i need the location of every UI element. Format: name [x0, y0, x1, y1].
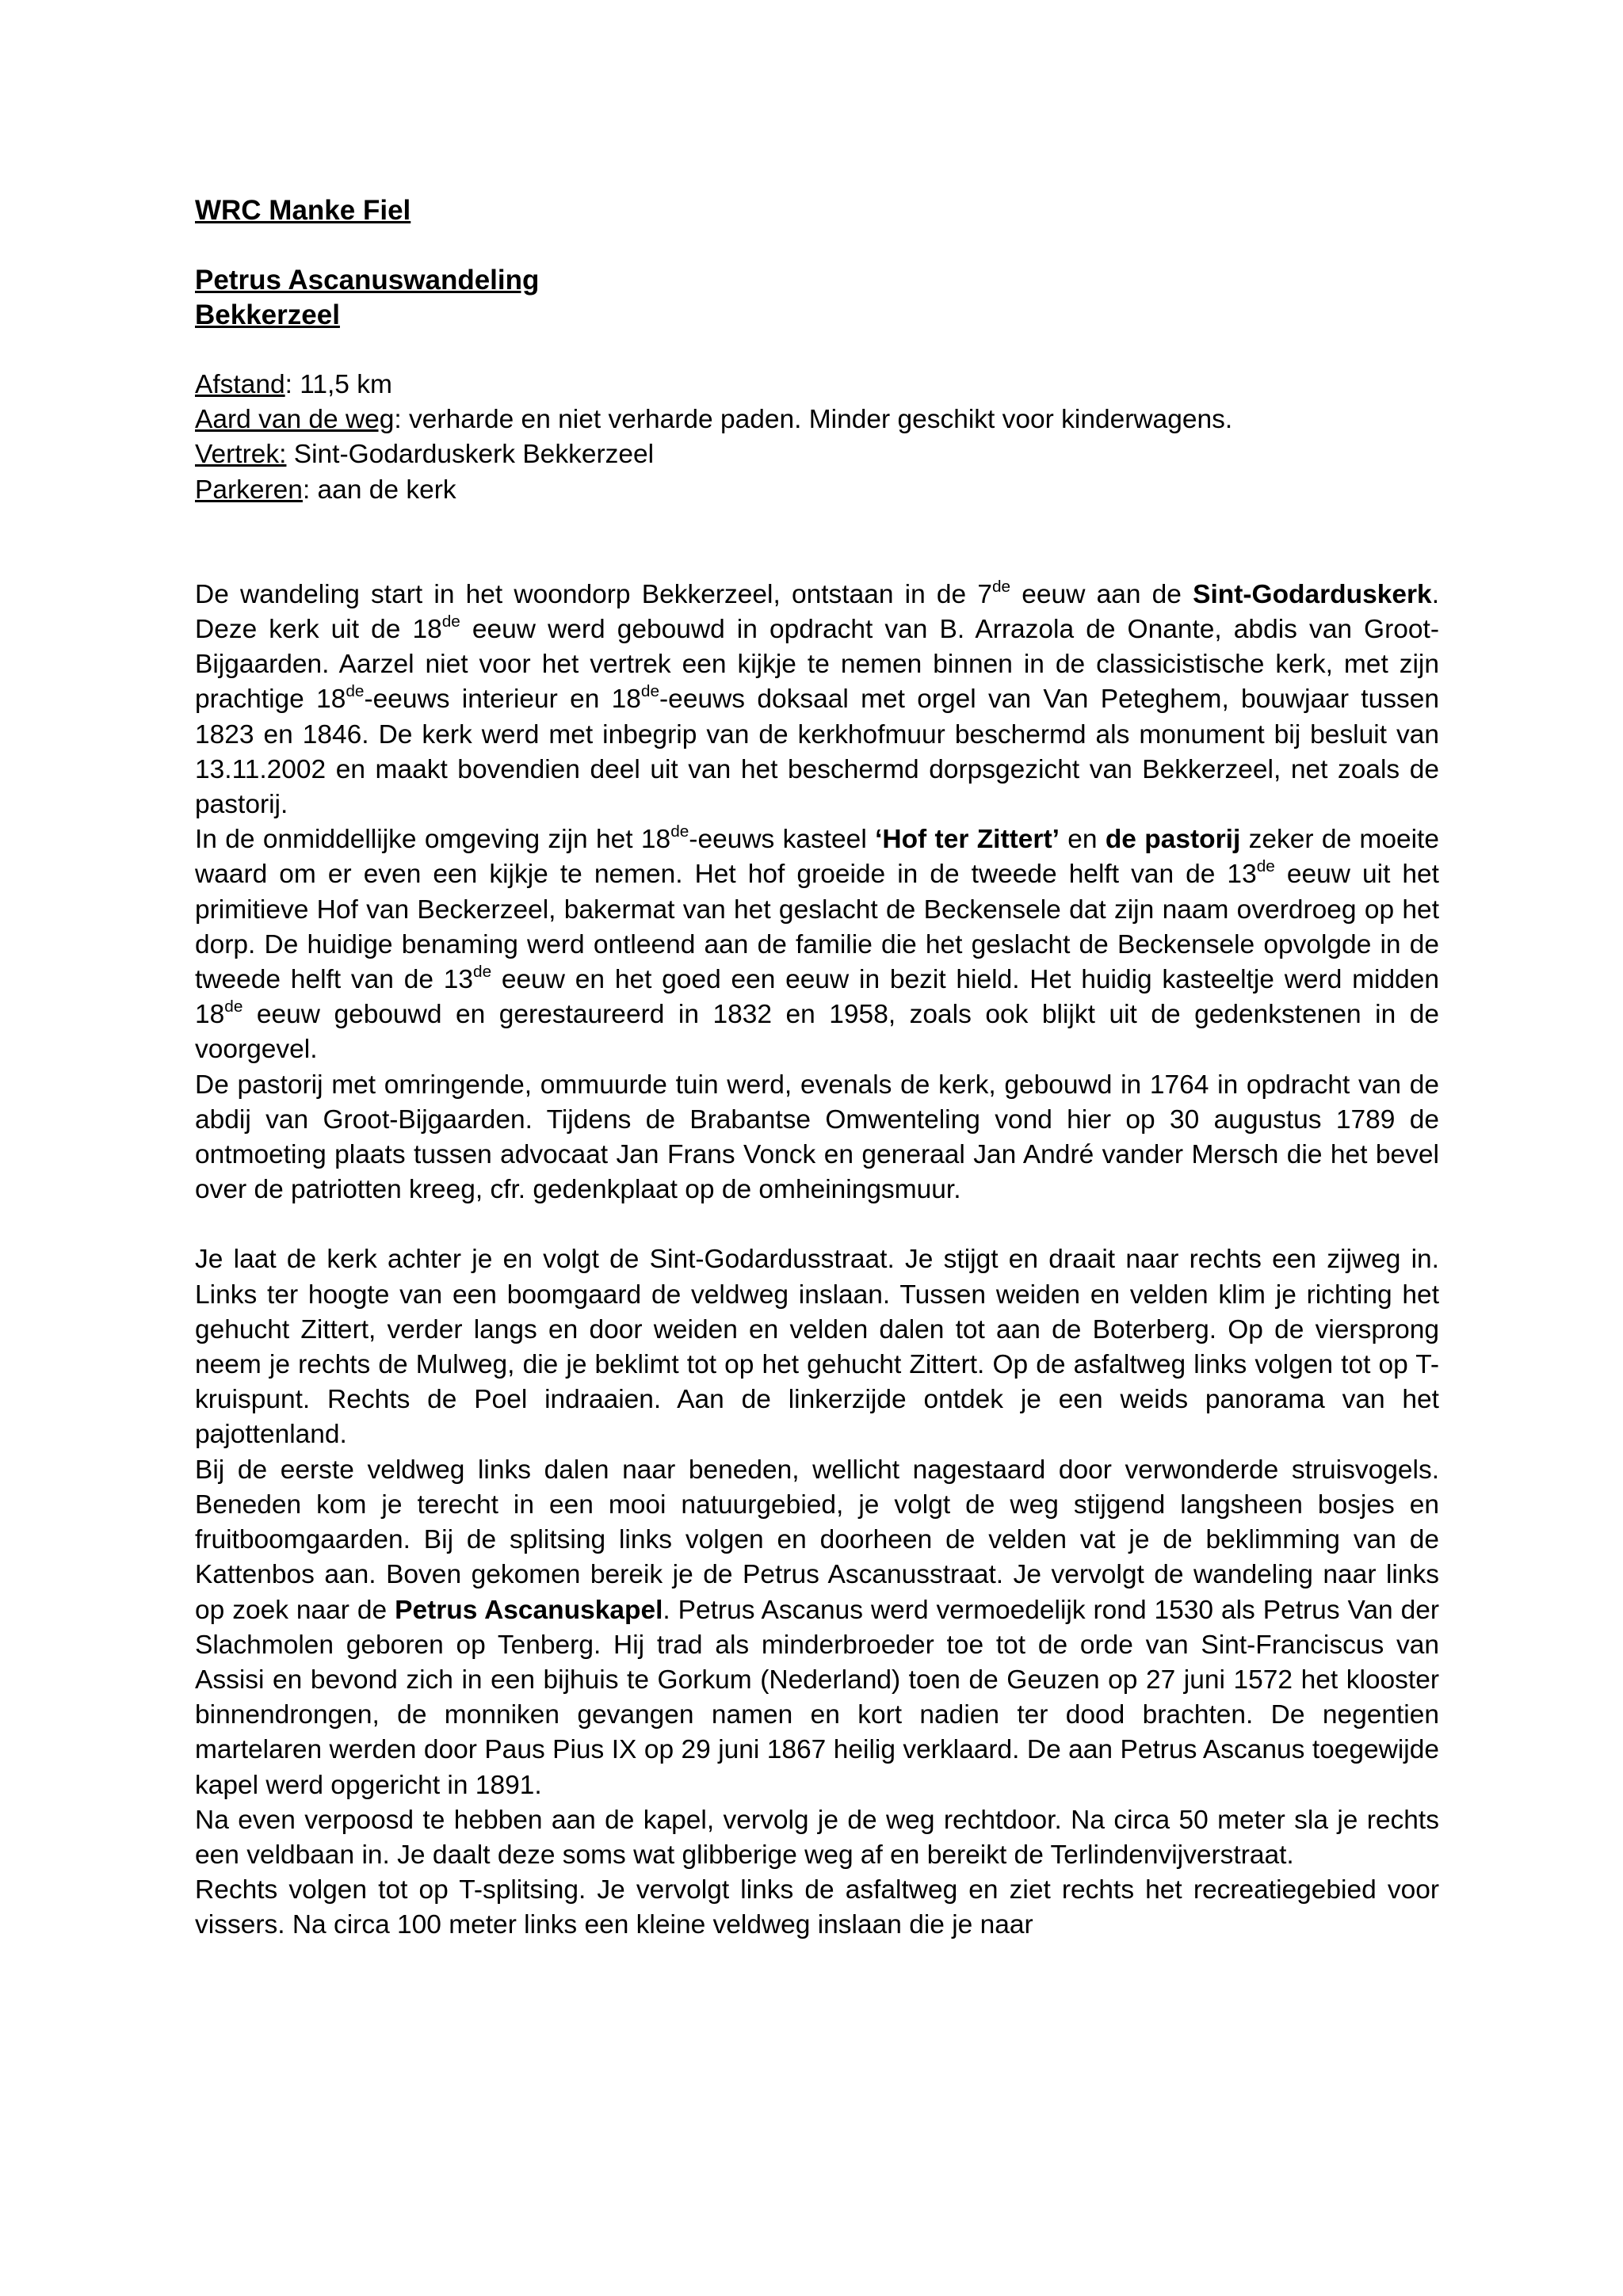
- paragraph-castle: [195, 822, 1439, 1067]
- superscript: de: [670, 822, 689, 841]
- text-run: . Deze kerk uit de 18: [195, 579, 1439, 645]
- parking-value: : aan de kerk: [302, 475, 456, 505]
- text-run: -eeuws kasteel: [689, 825, 876, 855]
- text-run: Bij de eerste veldweg links dalen naar beneden, wellicht nagestaard door verwonderde struisvogels. Beneden kom je terecht in een mooi natuurgebied, je volgt de weg stijgend langsheen bosjes en fruitboomgaarden. Bij de splitsing links volgen en doorheen de velden vat je de beklimming van de Kattenbos aan. Boven gekomen bereik je de Petrus Ascanusstraat. Je vervolgt de wandeling naar links op zoek naar de: [195, 1455, 1439, 1625]
- text-run: eeuw en het goed een eeuw in bezit hield. Het huidig kasteeltje werd midden 18: [195, 965, 1439, 1030]
- parking-label: Parkeren: [195, 475, 303, 505]
- walk-location: Bekkerzeel: [195, 299, 340, 330]
- club-title: WRC Manke Fiel: [195, 195, 411, 226]
- superscript: de: [224, 997, 243, 1016]
- text-run: en: [1059, 825, 1106, 855]
- road-type-line: [195, 402, 1439, 437]
- text-run: De wandeling start in het woondorp Bekkerzeel, ontstaan in de 7: [195, 579, 992, 609]
- text-run: eeuw werd gebouwd in opdracht van B. Arrazola de Onante, abdis van Groot-Bijgaarden. Aarzel niet voor het vertrek een kijkje te nemen binnen in de classicistische kerk, met zijn prachtige 18: [195, 615, 1439, 715]
- paragraph-church: [195, 578, 1439, 822]
- superscript: de: [1256, 857, 1275, 876]
- road-type-value: : verharde en niet verharde paden. Minder geschikt voor kinderwagens.: [394, 405, 1233, 435]
- document-page: [195, 193, 1439, 1943]
- bold-run: Sint-Godarduskerk: [1193, 579, 1432, 609]
- text-run: In de onmiddellijke omgeving zijn het 18: [195, 825, 671, 855]
- bold-run: de pastorij: [1105, 825, 1241, 855]
- text-run: -eeuws interieur en 18: [364, 685, 641, 715]
- road-type-label: Aard van de weg: [195, 405, 395, 435]
- distance-value: : 11,5 km: [285, 370, 392, 399]
- superscript: de: [346, 682, 365, 701]
- superscript: de: [992, 577, 1011, 596]
- walk-name: Petrus Ascanuswandeling: [195, 265, 540, 296]
- walk-heading: [195, 263, 1439, 333]
- text-run: eeuw aan de: [1010, 579, 1193, 609]
- superscript: de: [473, 962, 492, 981]
- distance-label: Afstand: [195, 370, 285, 399]
- start-line: [195, 437, 1439, 472]
- start-label: Vertrek:: [195, 440, 287, 470]
- bold-run: Petrus Ascanuskapel: [395, 1595, 663, 1625]
- paragraph-pastorij: De pastorij met omringende, ommuurde tuin werd, evenals de kerk, gebouwd in 1764 in opdracht van de abdij van Groot-Bijgaarden. Tijdens de Brabantse Omwenteling vond hier op 30 augustus 1789 de ontmoeting plaats tussen advocaat Jan Frans Vonck en generaal Jan André vander Mersch die het bevel over de patriotten kreeg, cfr. gedenkplaat op de omheiningsmuur.: [195, 1070, 1439, 1205]
- spacer: [195, 508, 1439, 578]
- text-run: zeker de moeite waard om er even een kijkje te nemen. Het hof groeide in de tweede helft van de 13: [195, 825, 1439, 890]
- bold-run: ‘Hof ter Zittert’: [875, 825, 1060, 855]
- paragraph-route-2: Na even verpoosd te hebben aan de kapel, vervolg je de weg rechtdoor. Na circa 50 meter sla je rechts een veldbaan in. Je daalt deze soms wat glibberige weg af en bereikt de Terlindenvijverstraat.: [195, 1805, 1439, 1870]
- paragraph-route-1: Je laat de kerk achter je en volgt de Sint-Godardusstraat. Je stijgt en draait naar rechts een zijweg in. Links ter hoogte van een boomgaard de veldweg inslaan. Tussen weiden en velden klim je richting het gehucht Zittert, verder langs en door weiden en velden dalen tot aan de Boterberg. Op de viersprong neem je rechts de Mulweg, die je beklimt tot op het gehucht Zittert. Op de asfaltweg links volgen tot op T-kruispunt. Rechts de Poel indraaien. Aan de linkerzijde ontdek je een weids panorama van het pajottenland.: [195, 1245, 1439, 1450]
- paragraph-route-3: Rechts volgen tot op T-splitsing. Je vervolgt links de asfaltweg en ziet rechts het recreatiegebied voor vissers. Na circa 100 meter links een kleine veldweg inslaan die je naar: [195, 1875, 1439, 1940]
- parking-line: [195, 473, 1439, 508]
- paragraph-chapel: [195, 1453, 1439, 1803]
- text-run: eeuw gebouwd en gerestaureerd in 1832 en 1958, zoals ook blijkt uit de gedenkstenen in de voorgevel.: [195, 1000, 1439, 1065]
- walk-details: [195, 368, 1439, 508]
- distance-line: [195, 368, 1439, 402]
- text-run: -eeuws doksaal met orgel van Van Peteghem, bouwjaar tussen 1823 en 1846. De kerk werd met inbegrip van de kerkhofmuur beschermd als monument bij besluit van 13.11.2002 en maakt bovendien deel uit van het beschermd dorpsgezicht van Bekkerzeel, net zoals de pastorij.: [195, 685, 1439, 820]
- start-value: Sint-Godarduskerk Bekkerzeel: [286, 440, 655, 470]
- superscript: de: [640, 682, 660, 701]
- spacer: [195, 1207, 1439, 1242]
- text-run: eeuw uit het primitieve Hof van Beckerzeel, bakermat van het geslacht de Beckensele dat zijn naam overdroeg op het dorp. De huidige benaming werd ontleend aan de familie die het geslacht de Beckensele opvolgde in de tweede helft van de 13: [195, 860, 1439, 995]
- superscript: de: [441, 612, 460, 631]
- text-run: . Petrus Ascanus werd vermoedelijk rond 1530 als Petrus Van der Slachmolen geboren op Tenberg. Hij trad als minderbroeder toe tot de orde van Sint-Franciscus van Assisi en bevond zich in een bijhuis te Gorkum (Nederland) toen de Geuzen op 27 juni 1572 het klooster binnendrongen, de monniken gevangen namen en kort nadien ter dood brachten. De negentien martelaren werden door Paus Pius IX op 29 juni 1867 heilig verklaard. De aan Petrus Ascanus toegewijde kapel werd opgericht in 1891.: [195, 1595, 1439, 1800]
